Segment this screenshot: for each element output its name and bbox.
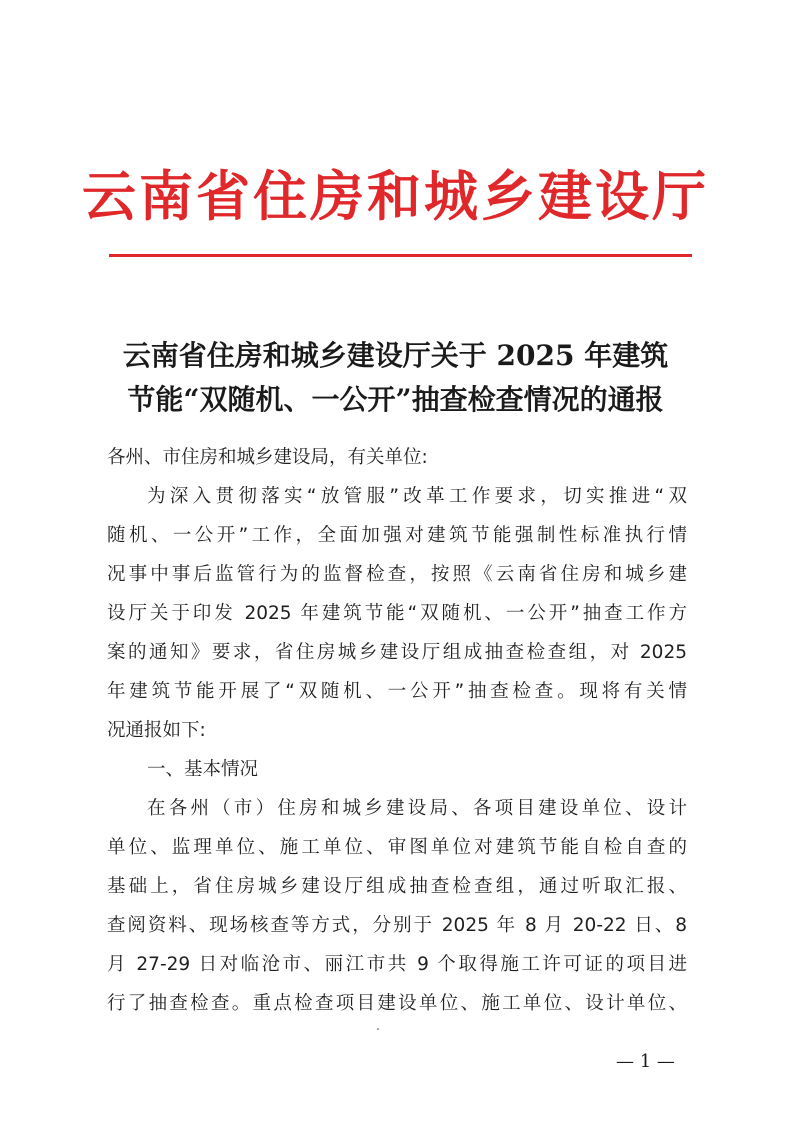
document-title bbox=[90, 334, 701, 422]
section-1-line-1: 在各州（市）住房和城乡建设局、各项目建设单位、设计 bbox=[147, 798, 687, 819]
intro-line-7: 况通报如下: bbox=[107, 720, 206, 741]
document-title-line-2: 节能“双随机、一公开”抽查检查情况的通报 bbox=[127, 383, 664, 416]
section-1-line-2: 单位、监理单位、施工单位、审图单位对建筑节能自检自查的 bbox=[107, 837, 687, 858]
addressee: 各州、市住房和城乡建设局，有关单位: bbox=[107, 447, 428, 468]
page-number: — 1 — bbox=[616, 1051, 675, 1072]
section-1-line-6: 行了抽查检查。重点检查项目建设单位、施工单位、设计单位、 bbox=[107, 993, 687, 1014]
intro-line-2: 随机、一公开”工作，全面加强对建筑节能强制性标准执行情 bbox=[107, 525, 687, 546]
document-title-line-1: 云南省住房和城乡建设厅关于 2025 年建筑 bbox=[122, 339, 669, 372]
section-1-line-3: 基础上，省住房城乡建设厅组成抽查检查组，通过听取汇报、 bbox=[107, 876, 687, 897]
intro-line-4: 设厅关于印发 2025 年建筑节能“双随机、一公开”抽查工作方 bbox=[107, 603, 687, 624]
section-1-line-5: 月 27-29 日对临沧市、丽江市共 9 个取得施工许可证的项目进 bbox=[107, 954, 687, 975]
intro-line-6: 年建筑节能开展了“双随机、一公开”抽查检查。现将有关情 bbox=[107, 681, 687, 702]
section-heading-basic-situation: 一、基本情况 bbox=[147, 759, 259, 780]
letterhead-title: 云南省住房和城乡建设厅 bbox=[82, 164, 709, 228]
scan-speck bbox=[377, 1028, 379, 1030]
intro-line-3: 况事中事后监管行为的监督检查，按照《云南省住房和城乡建 bbox=[107, 564, 687, 585]
section-1-line-4: 查阅资料、现场核查等方式，分别于 2025 年 8 月 20-22 日、8 bbox=[107, 915, 687, 936]
intro-line-1: 为深入贯彻落实“放管服”改革工作要求，切实推进“双 bbox=[147, 486, 687, 507]
intro-line-5: 案的通知》要求，省住房城乡建设厅组成抽查检查组，对 2025 bbox=[107, 642, 687, 663]
letterhead-red-rule bbox=[109, 254, 692, 257]
